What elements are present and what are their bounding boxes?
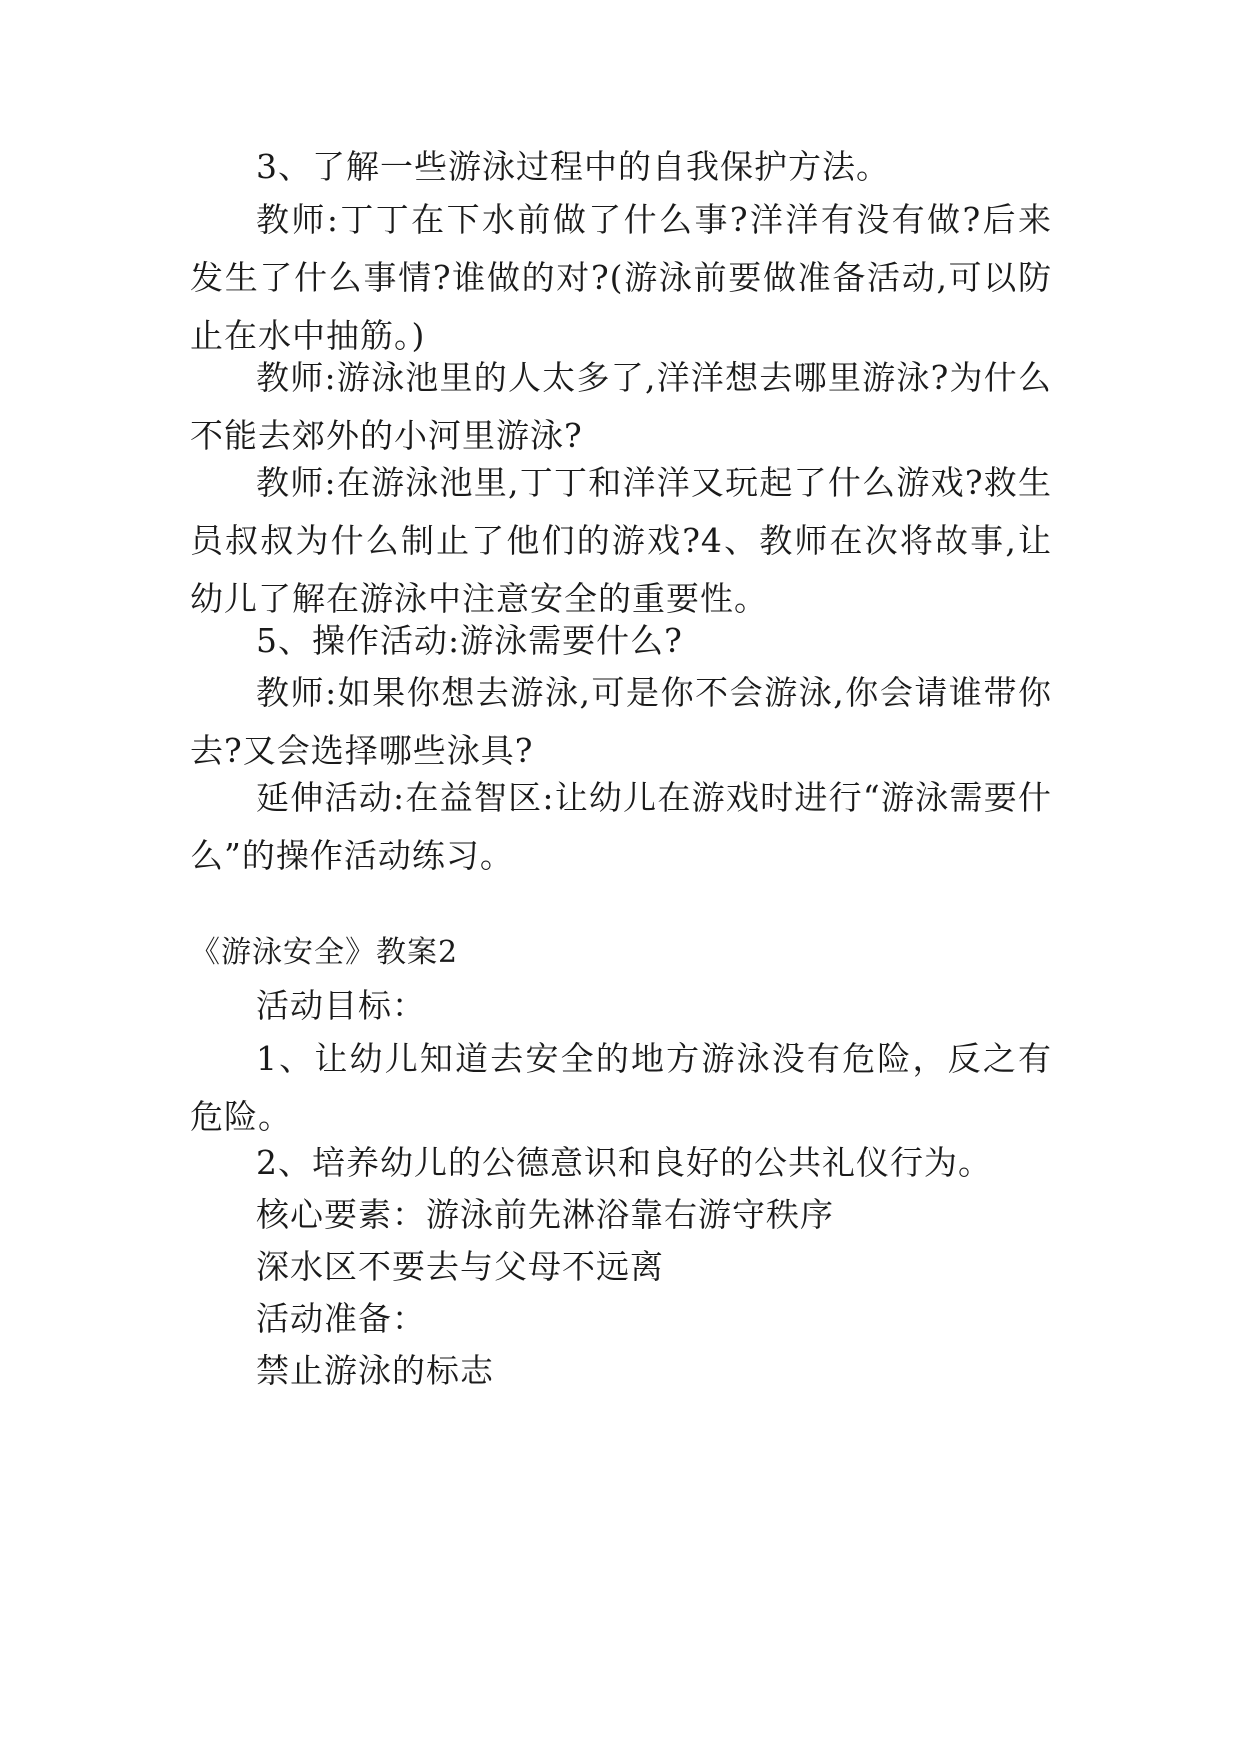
document-page [190,0,1052,1754]
line-goal-2: 2、培养幼儿的公德意识和良好的公共礼仪行为。 [256,1143,992,1182]
paragraph-lifeguard-question: 教师:在游泳池里,丁丁和洋洋又玩起了什么游戏?救生员叔叔为什么制止了他们的游戏?4、教师在次将故事,让幼儿了解在游泳中注意安全的重要性。 [190,463,1052,618]
paragraph-operation-activity: 5、操作活动:游泳需要什么? [256,621,683,660]
paragraph-self-protection: 3、了解一些游泳过程中的自我保护方法。 [256,147,890,186]
line-no-swimming-sign: 禁止游泳的标志 [256,1351,494,1390]
paragraph-who-takes-you: 教师:如果你想去游泳,可是你不会游泳,你会请谁带你去?又会选择哪些泳具? [190,673,1052,770]
line-deep-water: 深水区不要去与父母不远离 [256,1247,664,1286]
line-goal-1: 1、让幼儿知道去安全的地方游泳没有危险，反之有危险。 [190,1039,1052,1136]
line-activity-preparation: 活动准备： [256,1299,426,1338]
paragraph-warmup-question: 教师:丁丁在下水前做了什么事?洋洋有没有做?后来发生了什么事情?谁做的对?(游泳前要做准备活动,可以防止在水中抽筋。) [190,200,1052,355]
paragraph-extension-activity: 延伸活动:在益智区:让幼儿在游戏时进行“游泳需要什么”的操作活动练习。 [190,778,1052,875]
section-title: 《游泳安全》教案2 [190,935,459,970]
paragraph-pool-crowded-question: 教师:游泳池里的人太多了,洋洋想去哪里游泳?为什么不能去郊外的小河里游泳? [190,358,1052,455]
line-activity-goals: 活动目标： [256,986,426,1025]
line-core-elements: 核心要素：游泳前先淋浴靠右游守秩序 [256,1195,834,1234]
